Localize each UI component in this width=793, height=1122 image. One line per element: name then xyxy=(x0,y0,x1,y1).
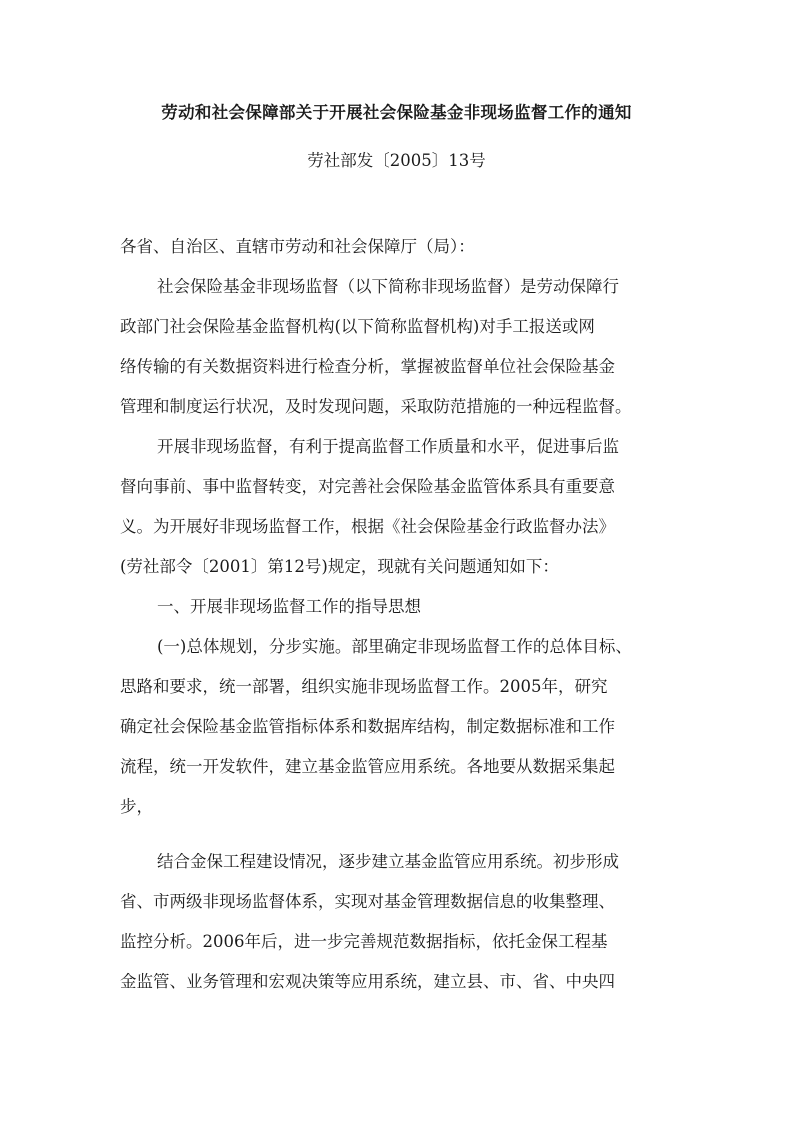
paragraph-line: 义。为开展好非现场监督工作，根据《社会保险基金行政监督办法》 xyxy=(120,517,615,536)
document-number: 劳社部发〔2005〕13号 xyxy=(307,151,486,170)
section-heading: 一、开展非现场监督工作的指导思想 xyxy=(157,597,421,616)
paragraph-line: 政部门社会保险基金监督机构(以下简称监督机构)对手工报送或网 xyxy=(120,317,595,336)
document-title: 劳动和社会保障部关于开展社会保险基金非现场监督工作的通知 xyxy=(161,103,632,122)
paragraph-line: 社会保险基金非现场监督（以下简称非现场监督）是劳动保障行 xyxy=(157,277,619,296)
paragraph-line: 步， xyxy=(120,797,153,816)
paragraph-line: 流程，统一开发软件，建立基金监管应用系统。各地要从数据采集起 xyxy=(120,757,615,776)
paragraph-line: 开展非现场监督，有利于提高监督工作质量和水平，促进事后监 xyxy=(157,437,619,456)
paragraph-line: 络传输的有关数据资料进行检查分析，掌握被监督单位社会保险基金 xyxy=(120,357,615,376)
salutation-line: 各省、自治区、直辖市劳动和社会保障厅（局）： xyxy=(120,237,475,256)
paragraph-line: 确定社会保险基金监管指标体系和数据库结构，制定数据标准和工作 xyxy=(120,717,615,736)
paragraph-line: 管理和制度运行状况，及时发现问题，采取防范措施的一种远程监督。 xyxy=(120,397,632,416)
paragraph-line: 督向事前、事中监督转变，对完善社会保险基金监管体系具有重要意 xyxy=(120,477,615,496)
paragraph-line: 监控分析。2006年后，进一步完善规范数据指标，依托金保工程基 xyxy=(120,932,608,951)
paragraph-line: 思路和要求，统一部署，组织实施非现场监督工作。2005年，研究 xyxy=(120,677,608,696)
paragraph-line: (劳社部令〔2001〕第12号)规定，现就有关问题通知如下： xyxy=(120,557,559,576)
paragraph-line: 结合金保工程建设情况，逐步建立基金监管应用系统。初步形成 xyxy=(157,852,619,871)
paragraph-line: 金监管、业务管理和宏观决策等应用系统，建立县、市、省、中央四 xyxy=(120,972,615,991)
paragraph-line: (一)总体规划，分步实施。部里确定非现场监督工作的总体目标、 xyxy=(157,637,632,656)
paragraph-line: 省、市两级非现场监督体系，实现对基金管理数据信息的收集整理、 xyxy=(120,892,615,911)
